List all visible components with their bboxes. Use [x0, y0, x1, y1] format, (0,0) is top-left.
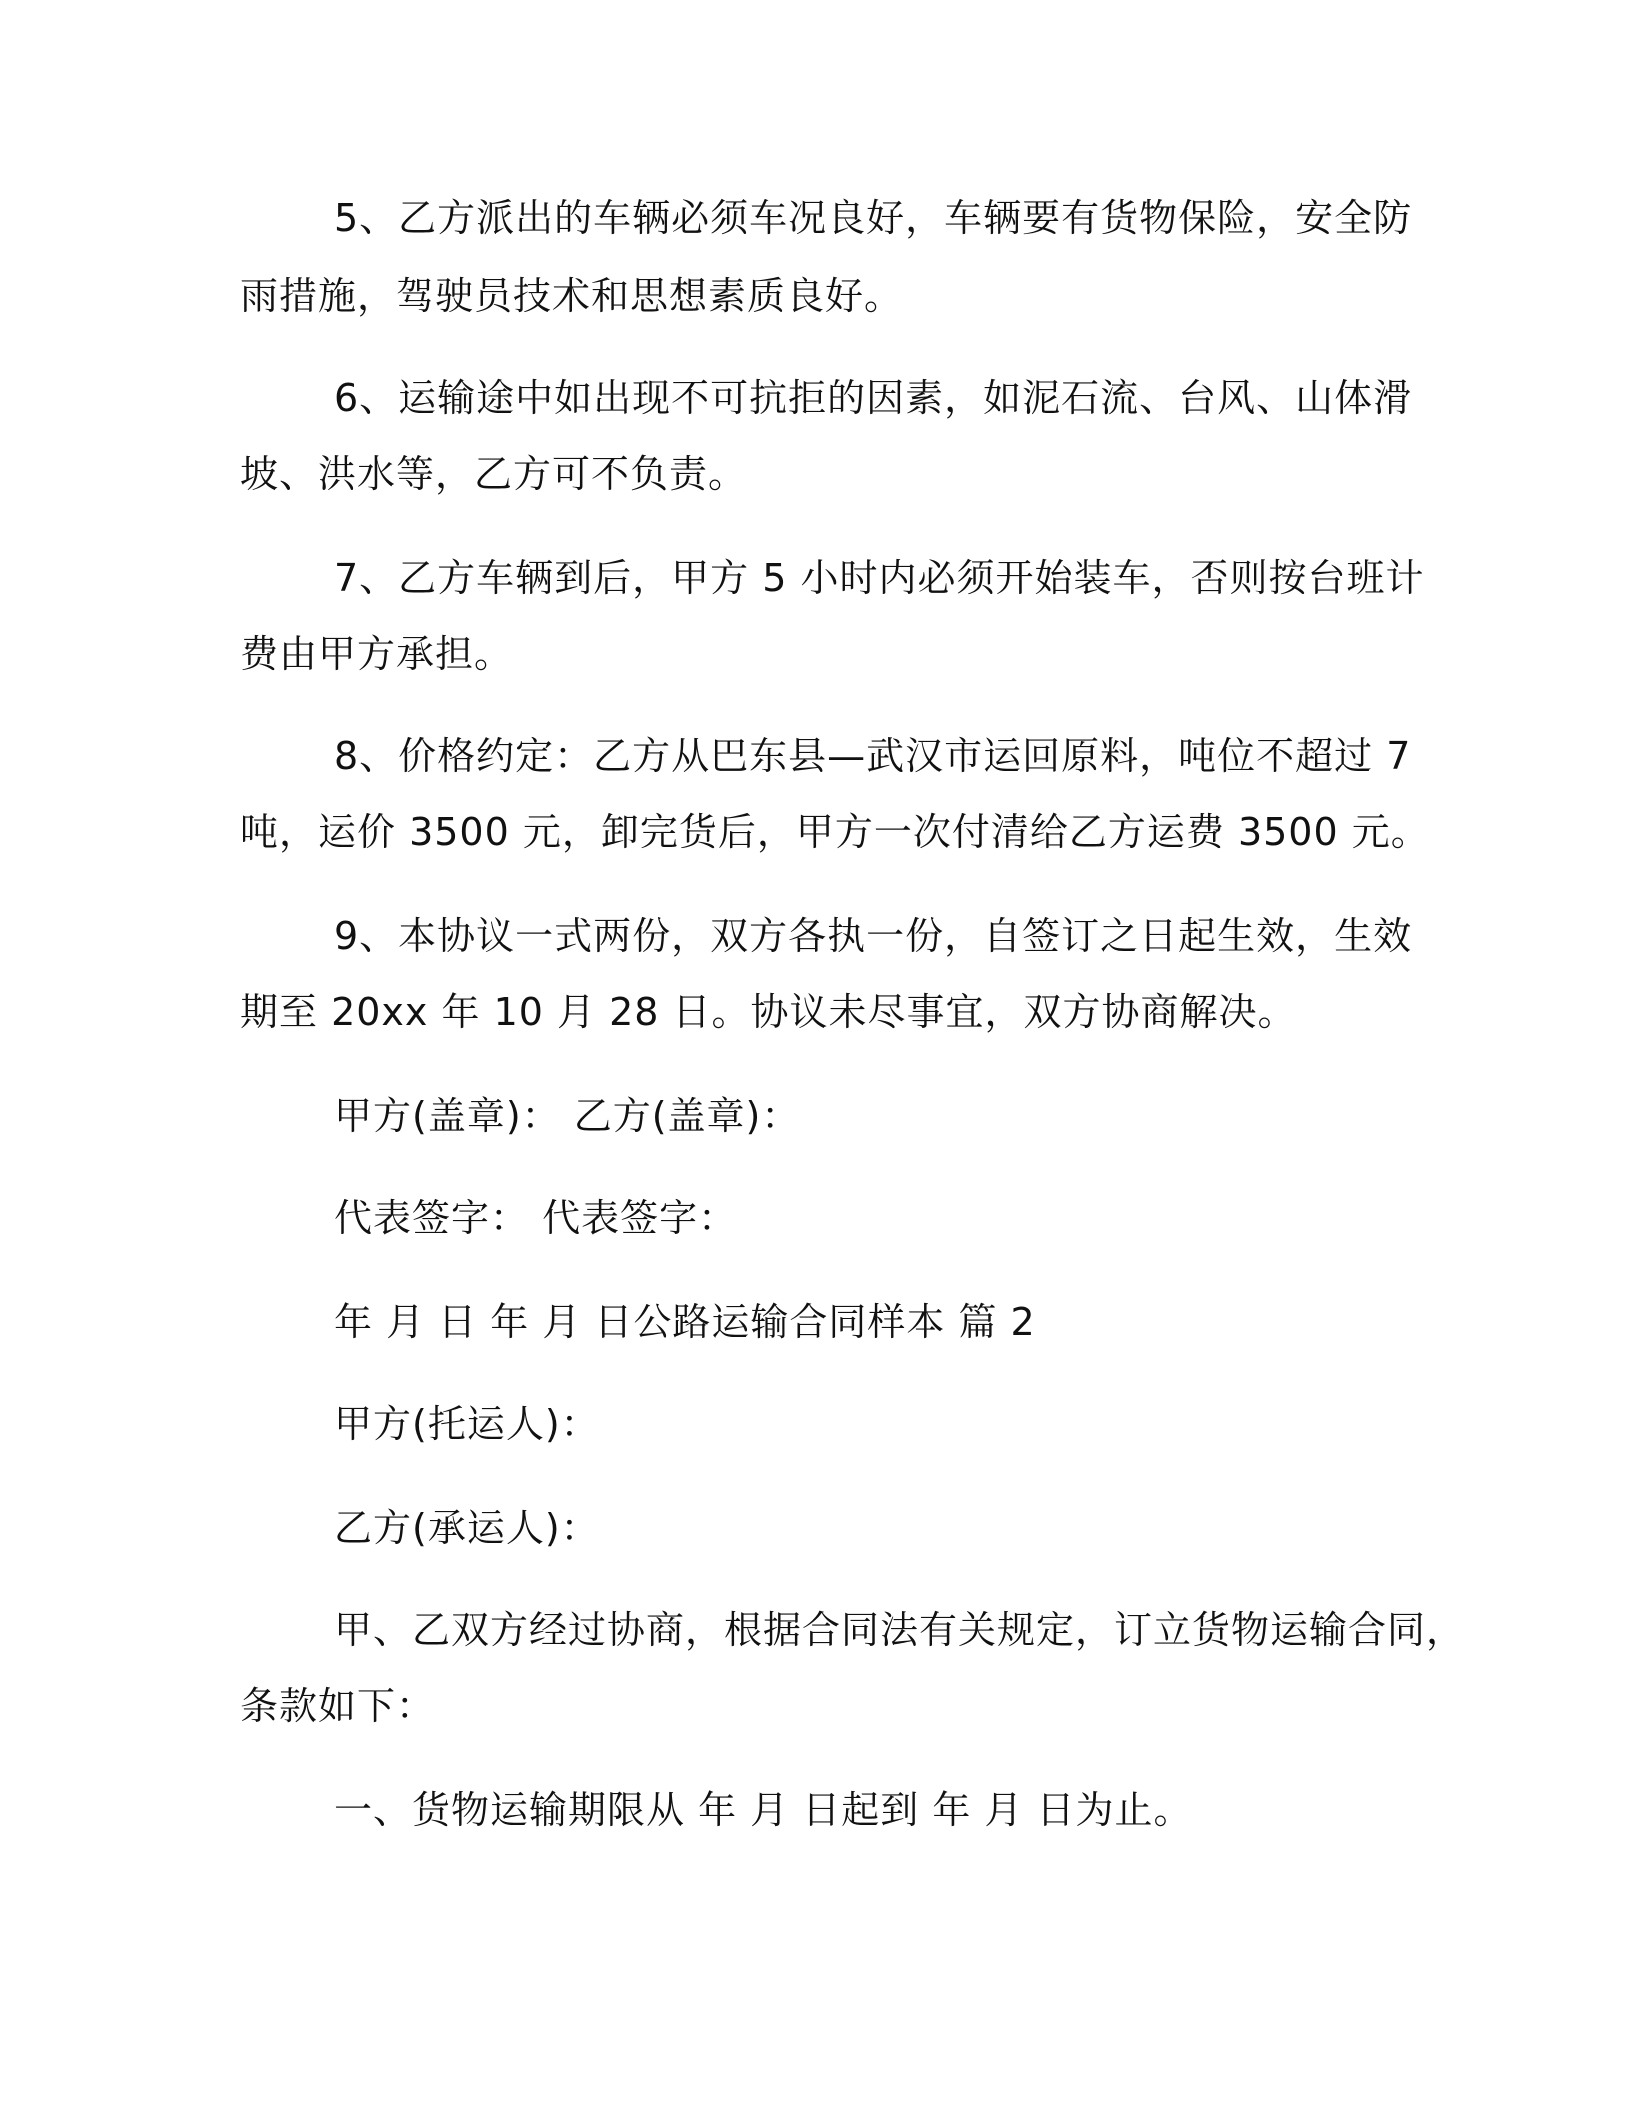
clause-6-line-1: 6、运输途中如出现不可抗拒的因素，如泥石流、台风、山体滑: [334, 376, 1413, 420]
clause-9-line-2: 期至 20xx 年 10 月 28 日。协议未尽事宜，双方协商解决。: [240, 990, 1297, 1034]
party-b-line: 乙方(承运人)：: [334, 1506, 600, 1550]
section-1-line: 一、货物运输期限从 年 月 日起到 年 月 日为止。: [334, 1788, 1193, 1832]
seal-line: 甲方(盖章)： 乙方(盖章)：: [334, 1094, 801, 1138]
clause-9-line-1: 9、本协议一式两份，双方各执一份，自签订之日起生效，生效: [334, 914, 1413, 958]
clause-8-line-2: 吨，运价 3500 元，卸完货后，甲方一次付清给乙方运费 3500 元。: [240, 810, 1430, 854]
clause-7-line-1: 7、乙方车辆到后，甲方 5 小时内必须开始装车，否则按台班计: [334, 556, 1425, 600]
signature-line: 代表签字： 代表签字：: [334, 1196, 738, 1240]
clause-7-line-2: 费由甲方承担。: [240, 632, 514, 676]
date-and-title-line: 年 月 日 年 月 日公路运输合同样本 篇 2: [334, 1300, 1036, 1344]
clause-6-line-2: 坡、洪水等，乙方可不负责。: [240, 452, 748, 496]
clause-8-line-1: 8、价格约定：乙方从巴东县—武汉市运回原料，吨位不超过 7: [334, 734, 1412, 778]
clause-5-line-2: 雨措施，驾驶员技术和思想素质良好。: [240, 274, 904, 318]
preamble-line-1: 甲、乙双方经过协商，根据合同法有关规定，订立货物运输合同，: [334, 1608, 1466, 1652]
party-a-line: 甲方(托运人)：: [334, 1402, 600, 1446]
preamble-line-2: 条款如下：: [240, 1684, 436, 1728]
clause-5-line-1: 5、乙方派出的车辆必须车况良好，车辆要有货物保险，安全防: [334, 196, 1413, 240]
